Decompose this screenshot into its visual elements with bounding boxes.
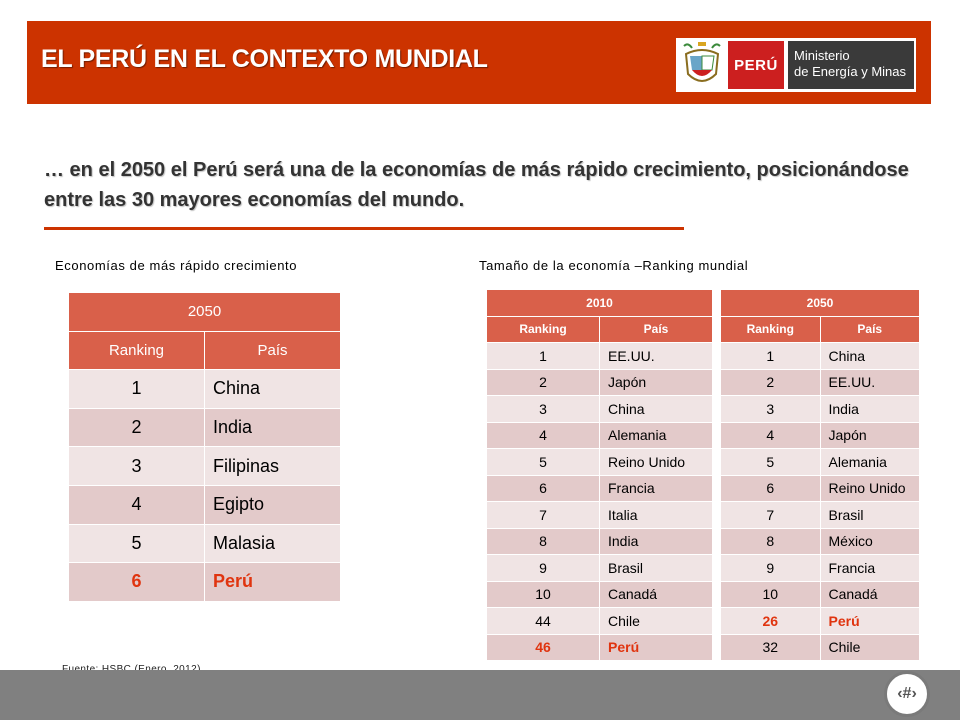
table-row <box>721 475 920 502</box>
country-cell: China <box>205 370 341 409</box>
ranking-cell: 10 <box>721 581 821 608</box>
ranking-cell: 9 <box>721 555 821 582</box>
ranking-cell: 1 <box>487 343 600 370</box>
coat-of-arms-icon <box>680 40 724 90</box>
table-year-header: 2050 <box>721 290 920 317</box>
table-year-header: 2010 <box>487 290 713 317</box>
table-row <box>721 422 920 449</box>
table-row <box>721 343 920 370</box>
col-header-ranking: Ranking <box>69 331 205 370</box>
table-row <box>487 422 713 449</box>
country-cell: Japón <box>820 422 920 449</box>
country-cell: Malasia <box>205 524 341 563</box>
table-body <box>487 343 713 661</box>
ranking-cell: 1 <box>721 343 821 370</box>
table-row <box>487 555 713 582</box>
table-row <box>721 502 920 529</box>
ranking-cell: 4 <box>721 422 821 449</box>
country-cell: Egipto <box>205 485 341 524</box>
footer-bar <box>0 670 960 720</box>
country-cell: Perú <box>205 563 341 602</box>
country-cell: Perú <box>820 608 920 635</box>
ranking-cell: 32 <box>721 634 821 661</box>
ranking-cell: 3 <box>69 447 205 486</box>
ranking-cell: 6 <box>721 475 821 502</box>
ranking-cell: 3 <box>721 396 821 423</box>
table-row <box>487 475 713 502</box>
ranking-cell: 2 <box>69 408 205 447</box>
country-cell: Filipinas <box>205 447 341 486</box>
table-body <box>69 370 341 602</box>
header-bar <box>27 21 931 104</box>
headline-divider <box>44 227 684 230</box>
table-row <box>721 528 920 555</box>
ranking-2050-table <box>720 289 920 661</box>
country-cell: Italia <box>600 502 713 529</box>
right-caption: Tamaño de la economía –Ranking mundial <box>479 258 749 273</box>
headline: … en el 2050 el Perú será una de la economías de más rápido crecimiento, posicionándose entre las 30 mayores economías del mundo. <box>44 159 909 211</box>
country-cell: Francia <box>600 475 713 502</box>
table-row <box>69 408 341 447</box>
col-header-country: País <box>600 316 713 343</box>
table-row <box>487 634 713 661</box>
logo-ministry-label <box>786 41 914 89</box>
table-row <box>721 449 920 476</box>
page-number: ‹#› <box>884 671 930 717</box>
table-row <box>487 608 713 635</box>
table-row <box>487 502 713 529</box>
ranking-cell: 4 <box>69 485 205 524</box>
table-row <box>721 608 920 635</box>
country-cell: Brasil <box>820 502 920 529</box>
ranking-cell: 7 <box>487 502 600 529</box>
table-row <box>69 370 341 409</box>
country-cell: Reino Unido <box>600 449 713 476</box>
logo-ministry-line2: de Energía y Minas <box>794 64 907 79</box>
table-row <box>487 449 713 476</box>
table-row <box>487 528 713 555</box>
country-cell: Alemania <box>600 422 713 449</box>
country-cell: China <box>820 343 920 370</box>
table-row <box>721 634 920 661</box>
ranking-cell: 6 <box>487 475 600 502</box>
ranking-cell: 8 <box>721 528 821 555</box>
country-cell: India <box>600 528 713 555</box>
country-cell: India <box>205 408 341 447</box>
ranking-cell: 3 <box>487 396 600 423</box>
table-row <box>69 563 341 602</box>
col-header-ranking: Ranking <box>721 316 821 343</box>
ranking-cell: 1 <box>69 370 205 409</box>
country-cell: EE.UU. <box>600 343 713 370</box>
col-header-ranking: Ranking <box>487 316 600 343</box>
col-header-country: País <box>205 331 341 370</box>
country-cell: China <box>600 396 713 423</box>
ranking-cell: 5 <box>487 449 600 476</box>
table-row <box>721 581 920 608</box>
ranking-cell: 2 <box>487 369 600 396</box>
ranking-cell: 26 <box>721 608 821 635</box>
table-row <box>487 396 713 423</box>
logo-ministry-line1: Ministerio <box>794 48 850 63</box>
country-cell: México <box>820 528 920 555</box>
ranking-cell: 7 <box>721 502 821 529</box>
country-cell: Canadá <box>820 581 920 608</box>
country-cell: Reino Unido <box>820 475 920 502</box>
slide-title: EL PERÚ EN EL CONTEXTO MUNDIAL <box>41 45 488 73</box>
table-year-header: 2050 <box>69 293 341 332</box>
ministry-logo <box>676 38 916 92</box>
ranking-cell: 6 <box>69 563 205 602</box>
ranking-2010-table <box>486 289 713 661</box>
table-row <box>721 396 920 423</box>
country-cell: EE.UU. <box>820 369 920 396</box>
table-row <box>69 524 341 563</box>
left-caption: Economías de más rápido crecimiento <box>55 258 298 273</box>
country-cell: Perú <box>600 634 713 661</box>
fastest-growth-table <box>68 292 341 602</box>
ranking-cell: 2 <box>721 369 821 396</box>
country-cell: Chile <box>820 634 920 661</box>
table-row <box>487 343 713 370</box>
ranking-cell: 5 <box>721 449 821 476</box>
table-row <box>487 581 713 608</box>
ranking-cell: 9 <box>487 555 600 582</box>
logo-peru-label: PERÚ <box>728 41 784 89</box>
country-cell: Francia <box>820 555 920 582</box>
table-row <box>487 369 713 396</box>
country-cell: Chile <box>600 608 713 635</box>
col-header-country: País <box>820 316 920 343</box>
table-row <box>721 369 920 396</box>
ranking-cell: 44 <box>487 608 600 635</box>
table-row <box>721 555 920 582</box>
country-cell: Japón <box>600 369 713 396</box>
ranking-cell: 10 <box>487 581 600 608</box>
country-cell: India <box>820 396 920 423</box>
ranking-cell: 5 <box>69 524 205 563</box>
table-row <box>69 447 341 486</box>
country-cell: Canadá <box>600 581 713 608</box>
ranking-cell: 8 <box>487 528 600 555</box>
ranking-cell: 4 <box>487 422 600 449</box>
table-body <box>721 343 920 661</box>
country-cell: Brasil <box>600 555 713 582</box>
country-cell: Alemania <box>820 449 920 476</box>
table-row <box>69 485 341 524</box>
ranking-cell: 46 <box>487 634 600 661</box>
